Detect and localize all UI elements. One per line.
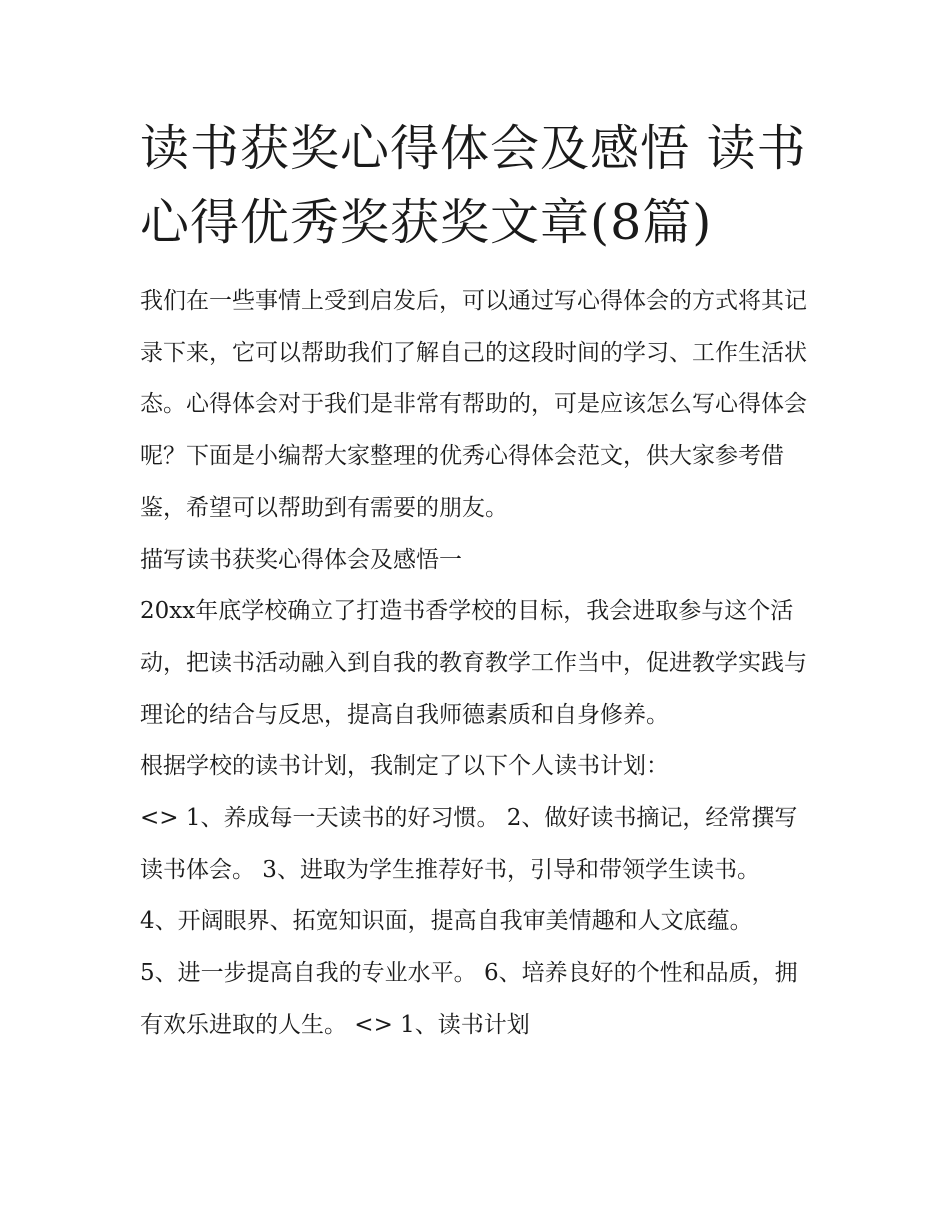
document-body — [140, 276, 820, 1052]
section-heading: 描写读书获奖心得体会及感悟一 — [140, 546, 462, 573]
paragraph-4: 4、开阔眼界、拓宽知识面，提高自我审美情趣和人文底蕴。 — [140, 908, 753, 935]
paragraph-1: 20xx年底学校确立了打造书香学校的目标，我会进取参与这个活动，把读书活动融入到自我的教育教学工作当中，促进教学实践与理论的结合与反思，提高自我师德素质和自身修养。 — [140, 598, 807, 728]
intro-paragraph: 我们在一些事情上受到启发后，可以通过写心得体会的方式将其记录下来，它可以帮助我们了解自己的这段时间的学习、工作生活状态。心得体会对于我们是非常有帮助的，可是应该怎么写心得体会呢？下面是小编帮大家整理的优秀心得体会范文，供大家参考借鉴，希望可以帮助到有需要的朋友。 — [140, 288, 807, 521]
paragraph-3: <> 1、养成每一天读书的好习惯。 2、做好读书摘记，经常撰写读书体会。 3、进取为学生推荐好书，引导和带领学生读书。 — [140, 805, 798, 883]
title-line-1: 读书获奖心得体会及感悟 读书 — [140, 120, 807, 177]
paragraph-2: 根据学校的读书计划，我制定了以下个人读书计划： — [140, 753, 669, 780]
document-title — [140, 112, 820, 260]
paragraph-5: 5、进一步提高自我的专业水平。 6、培养良好的个性和品质，拥有欢乐进取的人生。 <> 1、读书计划 — [140, 960, 798, 1038]
title-line-2: 心得优秀奖获奖文章(8篇) — [140, 194, 713, 251]
